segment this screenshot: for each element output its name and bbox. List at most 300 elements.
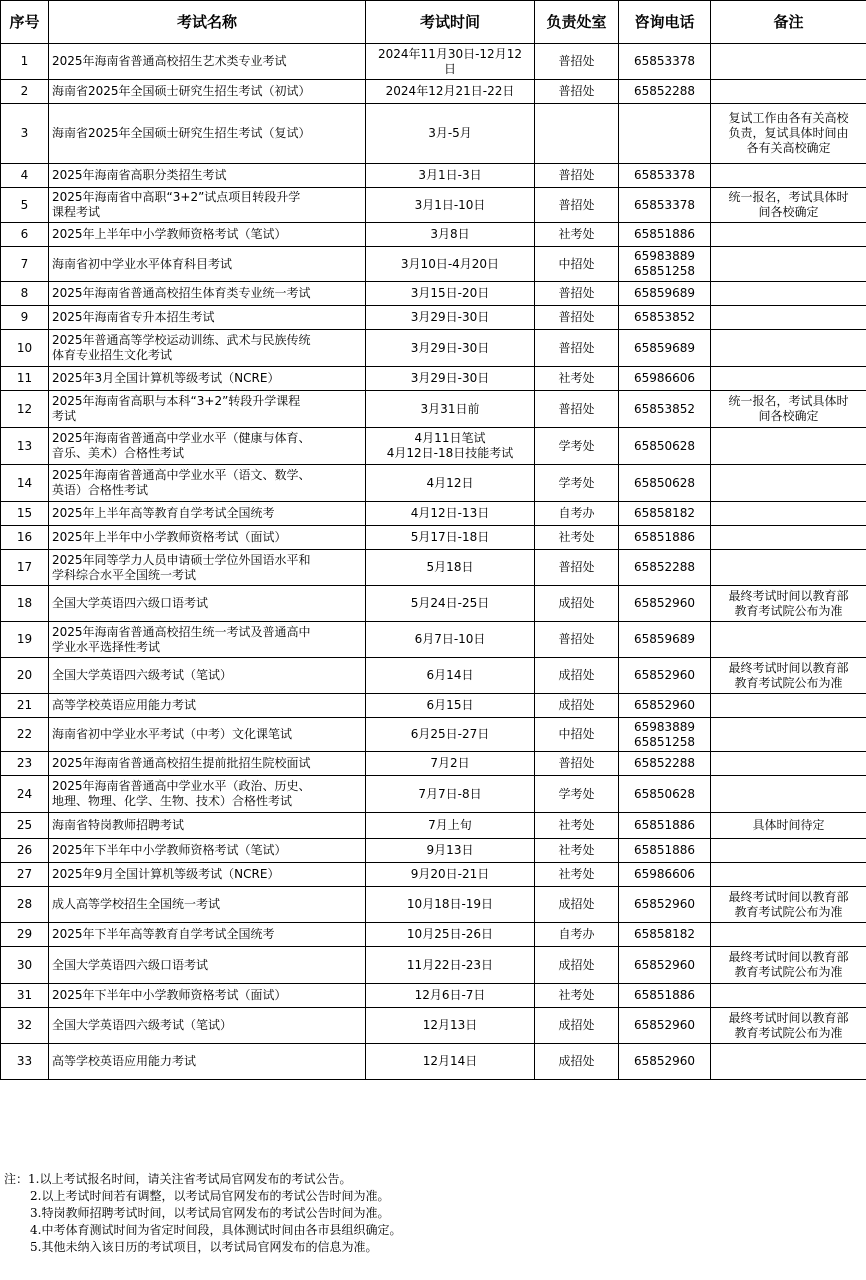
cell-exam-name-line: 2025年普通高等学校运动训练、武术与民族传统 (52, 333, 311, 347)
cell-remarks (711, 282, 866, 306)
cell-exam-name-line: 2025年上半年中小学教师资格考试（面试） (52, 530, 287, 544)
cell-phone-line: 65852960 (633, 957, 696, 972)
cell-exam-name (49, 44, 366, 80)
cell-exam-name (49, 164, 366, 188)
cell-remarks-line: 教育考试院公布为准 (734, 904, 843, 919)
cell-remarks (711, 694, 866, 718)
cell-exam-time-line: 6月14日 (426, 668, 474, 682)
cell-phone (619, 947, 711, 984)
cell-phone-line: 65853852 (633, 310, 696, 324)
cell-remarks-line: 各有关高校确定 (746, 141, 831, 155)
cell-exam-name (49, 306, 366, 330)
cell-exam-name (49, 658, 366, 694)
cell-exam-name (49, 863, 366, 887)
cell-exam-time (366, 776, 535, 813)
cell-remarks-line: 统一报名，考试具体时 (728, 394, 849, 408)
footnote-line: 注：1.以上考试报名时间，请关注省考试局官网发布的考试公告。 (4, 1172, 352, 1186)
cell-phone (619, 622, 711, 658)
cell-exam-name-line: 音乐、美术）合格性考试 (52, 446, 185, 460)
cell-exam-time (366, 1044, 535, 1080)
cell-remarks (711, 306, 866, 330)
cell-phone (619, 80, 711, 104)
cell-exam-time (366, 44, 535, 80)
cell-exam-name (49, 718, 366, 752)
cell-phone-line: 65853378 (633, 197, 696, 212)
table-row (1, 622, 866, 658)
cell-remarks-line: 最终考试时间以教育部 (728, 588, 849, 603)
cell-exam-time-line: 3月10日-4月20日 (400, 256, 500, 271)
cell-exam-time (366, 718, 535, 752)
cell-phone-line: 65851258 (633, 734, 696, 749)
cell-phone (619, 223, 711, 247)
cell-department: 自考办 (535, 923, 619, 947)
cell-exam-time (366, 391, 535, 428)
table-row (1, 502, 866, 526)
cell-department: 社考处 (535, 839, 619, 863)
cell-remarks-line: 教育考试院公布为准 (734, 1025, 843, 1040)
table-row (1, 887, 866, 923)
cell-number: 32 (1, 1008, 49, 1044)
cell-department: 学考处 (535, 776, 619, 813)
cell-exam-name (49, 80, 366, 104)
cell-department: 普招处 (535, 44, 619, 80)
cell-exam-time (366, 367, 535, 391)
cell-number: 17 (1, 550, 49, 586)
cell-remarks (711, 367, 866, 391)
cell-phone-line: 65850628 (633, 438, 696, 453)
cell-exam-name (49, 188, 366, 223)
cell-exam-name (49, 984, 366, 1008)
cell-remarks-line: 教育考试院公布为准 (734, 675, 843, 690)
cell-phone (619, 247, 711, 282)
cell-number: 24 (1, 776, 49, 813)
cell-phone (619, 813, 711, 839)
cell-exam-time-line: 5月24日-25日 (410, 596, 490, 610)
cell-department: 成招处 (535, 887, 619, 923)
cell-phone-line: 65859689 (633, 286, 696, 300)
cell-exam-time (366, 550, 535, 586)
cell-department (535, 104, 619, 164)
cell-remarks (711, 502, 866, 526)
cell-phone-line: 65852960 (633, 596, 696, 610)
cell-exam-name-line: 学科综合水平全国统一考试 (52, 567, 197, 582)
cell-exam-time-line: 6月15日 (426, 698, 474, 712)
cell-department: 成招处 (535, 694, 619, 718)
cell-exam-time (366, 247, 535, 282)
cell-phone (619, 839, 711, 863)
cell-exam-time-line: 7月7日-8日 (418, 786, 482, 801)
cell-remarks (711, 465, 866, 502)
cell-exam-name (49, 839, 366, 863)
cell-exam-name-line: 2025年下半年中小学教师资格考试（笔试） (52, 843, 287, 857)
cell-number: 19 (1, 622, 49, 658)
cell-phone-line: 65852960 (633, 698, 696, 712)
cell-remarks-line: 最终考试时间以教育部 (728, 660, 849, 675)
cell-number: 7 (1, 247, 49, 282)
cell-exam-name (49, 367, 366, 391)
cell-exam-name-line: 英语）合格性考试 (52, 483, 149, 497)
cell-exam-name (49, 947, 366, 984)
cell-exam-time-line: 2024年11月30日-12月12 (378, 46, 522, 61)
cell-phone (619, 367, 711, 391)
cell-department: 自考办 (535, 502, 619, 526)
table-row (1, 586, 866, 622)
cell-phone-line: 65983889 (633, 719, 696, 734)
cell-exam-time-line: 4月12日 (426, 475, 474, 490)
cell-number: 5 (1, 188, 49, 223)
cell-number: 33 (1, 1044, 49, 1080)
footnote-line: 2.以上考试时间若有调整，以考试局官网发布的考试公告时间为准。 (30, 1189, 390, 1203)
cell-remarks (711, 923, 866, 947)
cell-exam-name-line: 2025年上半年中小学教师资格考试（笔试） (52, 227, 287, 241)
table-row (1, 428, 866, 465)
cell-exam-name (49, 1008, 366, 1044)
cell-exam-name (49, 1044, 366, 1080)
cell-phone (619, 104, 711, 164)
cell-remarks-line: 负责，复试具体时间由 (728, 126, 849, 140)
cell-exam-time (366, 813, 535, 839)
cell-exam-name-line: 海南省2025年全国硕士研究生招生考试（复试） (52, 126, 311, 140)
cell-department: 社考处 (535, 367, 619, 391)
cell-phone-line: 65852288 (633, 756, 696, 770)
cell-phone-line: 65852960 (633, 897, 696, 911)
cell-number: 28 (1, 887, 49, 923)
cell-department: 成招处 (535, 1044, 619, 1080)
cell-phone (619, 887, 711, 923)
table-row (1, 1044, 866, 1080)
cell-remarks (711, 658, 866, 694)
cell-remarks (711, 1008, 866, 1044)
cell-exam-name-line: 海南省初中学业水平考试（中考）文化课笔试 (52, 727, 293, 741)
cell-phone (619, 863, 711, 887)
cell-phone (619, 502, 711, 526)
cell-exam-name-line: 2025年海南省高职与本科“3+2”转段升学课程 (52, 394, 301, 408)
cell-department: 普招处 (535, 752, 619, 776)
footnote-line: 3.特岗教师招聘考试时间，以考试局官网发布的考试公告时间为准。 (30, 1206, 390, 1220)
cell-exam-name-line: 2025年上半年高等教育自学考试全国统考 (52, 506, 275, 520)
cell-exam-time (366, 188, 535, 223)
cell-exam-time-line: 2024年12月21日-22日 (385, 84, 515, 98)
cell-exam-name-line: 2025年海南省中高职“3+2”试点项目转段升学 (52, 190, 301, 204)
cell-remarks (711, 863, 866, 887)
cell-phone (619, 776, 711, 813)
cell-phone (619, 984, 711, 1008)
cell-exam-name-line: 2025年海南省普通高校招生提前批招生院校面试 (52, 756, 311, 770)
cell-department: 普招处 (535, 282, 619, 306)
cell-number: 1 (1, 44, 49, 80)
table-row (1, 752, 866, 776)
table-row (1, 776, 866, 813)
cell-exam-name-line: 成人高等学校招生全国统一考试 (52, 897, 221, 911)
cell-phone-line: 65851886 (633, 988, 696, 1002)
cell-exam-name (49, 247, 366, 282)
cell-exam-name-line: 2025年海南省高职分类招生考试 (52, 168, 227, 182)
cell-department: 社考处 (535, 526, 619, 550)
cell-phone (619, 164, 711, 188)
cell-number: 2 (1, 80, 49, 104)
cell-exam-name-line: 2025年下半年中小学教师资格考试（面试） (52, 988, 287, 1002)
cell-phone-line: 65851886 (633, 530, 696, 544)
cell-phone (619, 330, 711, 367)
cell-phone-line: 65850628 (633, 786, 696, 801)
cell-phone (619, 44, 711, 80)
cell-phone (619, 658, 711, 694)
cell-number: 13 (1, 428, 49, 465)
cell-exam-name (49, 752, 366, 776)
cell-exam-time-line: 3月31日前 (420, 401, 480, 416)
cell-remarks (711, 947, 866, 984)
cell-number: 6 (1, 223, 49, 247)
cell-department: 社考处 (535, 984, 619, 1008)
cell-exam-time-line: 11月22日-23日 (406, 957, 494, 972)
cell-remarks (711, 223, 866, 247)
cell-exam-time-line: 5月18日 (426, 560, 474, 574)
cell-exam-name (49, 391, 366, 428)
cell-phone-line: 65851886 (633, 818, 696, 832)
cell-exam-name (49, 622, 366, 658)
header-department: 负责处室 (535, 1, 619, 44)
cell-exam-time (366, 164, 535, 188)
cell-department: 成招处 (535, 947, 619, 984)
cell-remarks-line: 间各校确定 (758, 205, 819, 219)
cell-remarks-line: 最终考试时间以教育部 (728, 1010, 849, 1025)
table-row (1, 526, 866, 550)
cell-remarks (711, 813, 866, 839)
table-row (1, 863, 866, 887)
cell-remarks (711, 550, 866, 586)
cell-exam-time-line: 9月20日-21日 (410, 867, 490, 881)
cell-exam-time (366, 923, 535, 947)
cell-exam-time (366, 1008, 535, 1044)
table-row (1, 923, 866, 947)
cell-number: 30 (1, 947, 49, 984)
cell-exam-name-line: 2025年海南省普通高中学业水平（健康与体育、 (52, 431, 311, 445)
cell-exam-name-line: 海南省2025年全国硕士研究生招生考试（初试） (52, 84, 311, 98)
cell-department: 普招处 (535, 164, 619, 188)
cell-exam-name-line: 2025年海南省普通高校招生体育类专业统一考试 (52, 286, 311, 300)
cell-number: 27 (1, 863, 49, 887)
cell-exam-name-line: 地理、物理、化学、生物、技术）合格性考试 (52, 794, 293, 808)
table-row (1, 367, 866, 391)
cell-exam-name (49, 465, 366, 502)
footnote-line: 4.中考体育测试时间为省定时间段，具体测试时间由各市县组织确定。 (30, 1223, 402, 1237)
cell-exam-time (366, 586, 535, 622)
cell-number: 16 (1, 526, 49, 550)
cell-remarks (711, 526, 866, 550)
cell-exam-time-line: 12月6日-7日 (414, 988, 486, 1002)
cell-remarks (711, 428, 866, 465)
cell-remarks-line: 教育考试院公布为准 (734, 603, 843, 618)
cell-exam-name-line: 全国大学英语四六级考试（笔试） (52, 668, 233, 682)
cell-department: 普招处 (535, 80, 619, 104)
cell-exam-time (366, 104, 535, 164)
header-remarks: 备注 (711, 1, 866, 44)
cell-number: 23 (1, 752, 49, 776)
cell-remarks (711, 718, 866, 752)
cell-remarks-line: 统一报名，考试具体时 (728, 190, 849, 204)
cell-remarks-line: 具体时间待定 (752, 818, 825, 832)
table-row (1, 947, 866, 984)
cell-exam-time (366, 223, 535, 247)
cell-department: 普招处 (535, 622, 619, 658)
cell-phone (619, 752, 711, 776)
cell-phone-line: 65853852 (633, 401, 696, 416)
cell-exam-name-line: 全国大学英语四六级口语考试 (52, 596, 209, 610)
cell-exam-time (366, 80, 535, 104)
cell-number: 26 (1, 839, 49, 863)
table-row (1, 813, 866, 839)
cell-exam-name-line: 学业水平选择性考试 (52, 639, 161, 654)
cell-exam-time-line: 6月7日-10日 (414, 632, 486, 646)
cell-phone-line: 65859689 (633, 632, 696, 646)
cell-remarks-line: 间各校确定 (758, 409, 819, 423)
table-row (1, 282, 866, 306)
cell-phone (619, 188, 711, 223)
cell-remarks-line: 最终考试时间以教育部 (728, 950, 849, 964)
cell-exam-time-line: 5月17日-18日 (410, 530, 490, 544)
cell-remarks (711, 839, 866, 863)
cell-exam-name (49, 923, 366, 947)
table-row (1, 391, 866, 428)
cell-exam-name (49, 502, 366, 526)
cell-department: 中招处 (535, 718, 619, 752)
cell-department: 学考处 (535, 428, 619, 465)
cell-exam-time-line: 3月29日-30日 (410, 371, 490, 385)
cell-number: 18 (1, 586, 49, 622)
cell-exam-name-line: 2025年海南省专升本招生考试 (52, 310, 215, 324)
cell-exam-time-line: 3月1日-3日 (418, 168, 482, 182)
cell-exam-time-line: 9月13日 (426, 843, 474, 857)
cell-phone-line: 65852960 (633, 1018, 696, 1032)
cell-exam-time (366, 502, 535, 526)
table-row (1, 694, 866, 718)
header-number: 序号 (1, 1, 49, 44)
cell-exam-time-line: 4月12日-18日技能考试 (386, 446, 514, 460)
cell-phone (619, 1044, 711, 1080)
cell-phone-line: 65852960 (633, 1054, 696, 1068)
cell-remarks (711, 391, 866, 428)
cell-phone (619, 428, 711, 465)
cell-phone (619, 526, 711, 550)
cell-department: 社考处 (535, 223, 619, 247)
cell-phone-line: 65851886 (633, 843, 696, 857)
table-row (1, 306, 866, 330)
cell-phone-line: 65986606 (633, 867, 696, 881)
cell-phone (619, 550, 711, 586)
table-row (1, 465, 866, 502)
cell-exam-name (49, 428, 366, 465)
cell-exam-name (49, 550, 366, 586)
cell-exam-time (366, 330, 535, 367)
cell-department: 成招处 (535, 1008, 619, 1044)
cell-exam-time (366, 694, 535, 718)
cell-remarks (711, 776, 866, 813)
cell-phone-line: 65850628 (633, 475, 696, 490)
cell-remarks-line: 教育考试院公布为准 (734, 965, 843, 979)
cell-remarks (711, 164, 866, 188)
table-row (1, 658, 866, 694)
table-row (1, 223, 866, 247)
table-row (1, 188, 866, 223)
cell-exam-name (49, 282, 366, 306)
cell-phone (619, 923, 711, 947)
cell-remarks (711, 80, 866, 104)
table-row (1, 839, 866, 863)
cell-phone-line: 65986606 (633, 371, 696, 385)
cell-exam-time-line: 7月2日 (430, 756, 470, 770)
cell-phone-line: 65853378 (633, 168, 696, 182)
cell-exam-name-line: 2025年海南省普通高中学业水平（语文、数学、 (52, 468, 311, 482)
header-exam-name: 考试名称 (49, 1, 366, 44)
cell-exam-time-line: 7月上旬 (428, 818, 472, 832)
cell-department: 成招处 (535, 586, 619, 622)
cell-remarks (711, 622, 866, 658)
cell-exam-name-line: 全国大学英语四六级考试（笔试） (52, 1018, 233, 1032)
table-row (1, 247, 866, 282)
cell-phone-line: 65853378 (633, 54, 696, 68)
cell-exam-time (366, 428, 535, 465)
cell-exam-name-line: 体育专业招生文化考试 (52, 348, 173, 362)
cell-phone (619, 586, 711, 622)
cell-number: 22 (1, 718, 49, 752)
cell-number: 9 (1, 306, 49, 330)
table-row (1, 1008, 866, 1044)
cell-exam-name-line: 海南省特岗教师招聘考试 (52, 818, 185, 832)
cell-exam-name-line: 2025年海南省普通高校招生艺术类专业考试 (52, 54, 287, 68)
cell-exam-name-line: 高等学校英语应用能力考试 (52, 1054, 197, 1068)
cell-exam-name (49, 330, 366, 367)
cell-remarks (711, 887, 866, 923)
header-exam-time: 考试时间 (366, 1, 535, 44)
cell-phone-line: 65851258 (633, 264, 696, 278)
cell-department: 中招处 (535, 247, 619, 282)
cell-exam-name-line: 2025年海南省普通高校招生统一考试及普通高中 (52, 624, 311, 639)
cell-number: 12 (1, 391, 49, 428)
cell-exam-time-line: 3月-5月 (428, 126, 472, 140)
cell-exam-time-line: 4月12日-13日 (410, 506, 490, 520)
cell-remarks (711, 1044, 866, 1080)
cell-remarks (711, 188, 866, 223)
cell-phone-line: 65852288 (633, 84, 696, 98)
cell-phone-line: 65852288 (633, 560, 696, 574)
cell-number: 11 (1, 367, 49, 391)
cell-number: 10 (1, 330, 49, 367)
cell-exam-time (366, 465, 535, 502)
cell-number: 29 (1, 923, 49, 947)
footnotes (4, 1171, 862, 1256)
cell-exam-name-line: 2025年3月全国计算机等级考试（NCRE） (52, 371, 280, 385)
cell-exam-time (366, 863, 535, 887)
cell-exam-name-line: 2025年下半年高等教育自学考试全国统考 (52, 927, 275, 941)
cell-department: 普招处 (535, 391, 619, 428)
table-row (1, 984, 866, 1008)
cell-exam-name (49, 223, 366, 247)
cell-exam-time-line: 3月1日-10日 (414, 197, 486, 212)
table-row (1, 80, 866, 104)
cell-exam-time (366, 752, 535, 776)
cell-exam-time (366, 622, 535, 658)
cell-exam-time (366, 887, 535, 923)
cell-phone-line: 65858182 (633, 506, 696, 520)
cell-department: 普招处 (535, 188, 619, 223)
cell-exam-name-line: 全国大学英语四六级口语考试 (52, 957, 209, 972)
cell-exam-name-line: 考试 (52, 409, 77, 423)
cell-remarks (711, 104, 866, 164)
cell-number: 8 (1, 282, 49, 306)
cell-exam-time-line: 3月15日-20日 (410, 286, 490, 300)
cell-exam-name-line: 2025年同等学力人员申请硕士学位外国语水平和 (52, 552, 311, 567)
table-row (1, 164, 866, 188)
